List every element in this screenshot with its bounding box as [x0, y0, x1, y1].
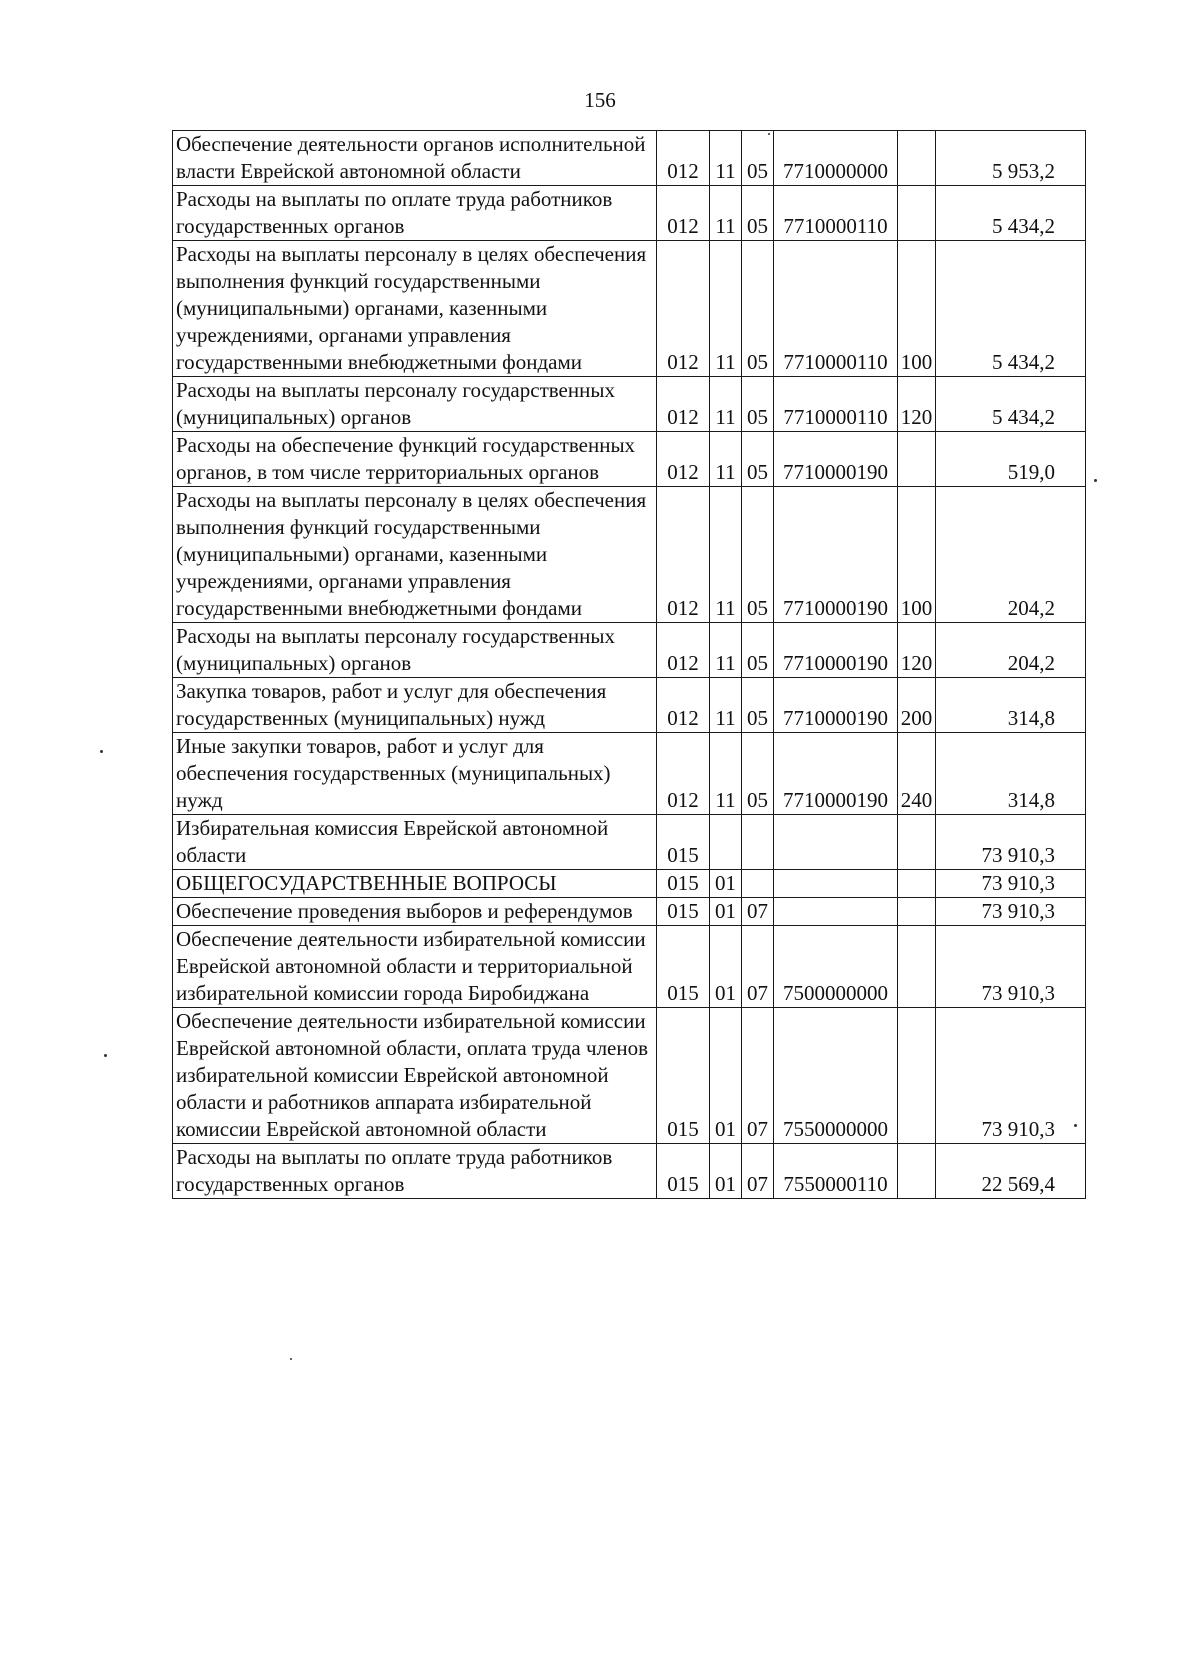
row-section-code: 11 — [710, 377, 742, 432]
row-subsection-code: 07 — [742, 926, 774, 1008]
row-section-code: 01 — [710, 1008, 742, 1144]
row-subsection-code — [742, 870, 774, 898]
row-sum: 73 910,3 — [936, 870, 1086, 898]
row-ved-code: 012 — [657, 377, 710, 432]
row-name: Обеспечение проведения выборов и референдумов — [173, 898, 657, 926]
scan-speck — [768, 133, 770, 135]
row-sum: 5 434,2 — [936, 377, 1086, 432]
row-target-article-code: 7500000000 — [774, 926, 898, 1008]
row-sum: 73 910,3 — [936, 1008, 1086, 1144]
row-subsection-code: 07 — [742, 1008, 774, 1144]
row-section-code: 11 — [710, 487, 742, 623]
row-section-code: 01 — [710, 1144, 742, 1199]
table-row — [173, 815, 1086, 870]
row-ved-code: 015 — [657, 1008, 710, 1144]
row-subsection-code: 05 — [742, 432, 774, 487]
scan-speck — [100, 750, 103, 753]
row-section-code: 01 — [710, 870, 742, 898]
row-ved-code: 012 — [657, 678, 710, 733]
row-sum: 314,8 — [936, 678, 1086, 733]
scan-speck — [1074, 1124, 1077, 1127]
row-sum: 314,8 — [936, 733, 1086, 815]
row-target-article-code: 7710000190 — [774, 623, 898, 678]
row-target-article-code — [774, 898, 898, 926]
row-expense-type-code — [898, 1144, 936, 1199]
table-row — [173, 898, 1086, 926]
row-name: Обеспечение деятельности избирательной комиссии Еврейской автономной области и территориальной избирательной комиссии города Биробиджана — [173, 926, 657, 1008]
row-section-code: 01 — [710, 926, 742, 1008]
row-name: Расходы на выплаты персоналу в целях обеспечения выполнения функций государственными (муниципальными) органами, казенными учреждениями, органами управления государственными внебюджетными фондами — [173, 487, 657, 623]
row-expense-type-code — [898, 1008, 936, 1144]
row-ved-code: 012 — [657, 186, 710, 241]
row-expense-type-code — [898, 926, 936, 1008]
row-section-code: 11 — [710, 131, 742, 186]
row-target-article-code: 7710000110 — [774, 377, 898, 432]
row-sum: 73 910,3 — [936, 898, 1086, 926]
row-subsection-code: 05 — [742, 733, 774, 815]
row-expense-type-code: 100 — [898, 487, 936, 623]
row-expense-type-code: 100 — [898, 241, 936, 377]
row-subsection-code: 05 — [742, 678, 774, 733]
row-ved-code: 015 — [657, 1144, 710, 1199]
row-sum: 73 910,3 — [936, 815, 1086, 870]
row-section-code: 11 — [710, 678, 742, 733]
row-target-article-code: 7710000190 — [774, 487, 898, 623]
table-row — [173, 1008, 1086, 1144]
row-name: ОБЩЕГОСУДАРСТВЕННЫЕ ВОПРОСЫ — [173, 870, 657, 898]
row-expense-type-code: 200 — [898, 678, 936, 733]
row-ved-code: 012 — [657, 623, 710, 678]
table-row — [173, 870, 1086, 898]
row-subsection-code — [742, 815, 774, 870]
row-section-code: 11 — [710, 623, 742, 678]
row-section-code: 11 — [710, 733, 742, 815]
budget-table — [172, 130, 1086, 1199]
row-sum: 5 953,2 — [936, 131, 1086, 186]
row-name: Расходы на выплаты персоналу в целях обеспечения выполнения функций государственными (муниципальными) органами, казенными учреждениями, органами управления государственными внебюджетными фондами — [173, 241, 657, 377]
row-target-article-code: 7710000190 — [774, 678, 898, 733]
row-ved-code: 015 — [657, 870, 710, 898]
table-row — [173, 377, 1086, 432]
row-section-code — [710, 815, 742, 870]
row-name: Расходы на выплаты персоналу государственных (муниципальных) органов — [173, 377, 657, 432]
row-section-code: 11 — [710, 186, 742, 241]
row-ved-code: 012 — [657, 131, 710, 186]
row-ved-code: 012 — [657, 487, 710, 623]
table-row — [173, 623, 1086, 678]
table-row — [173, 926, 1086, 1008]
row-subsection-code: 05 — [742, 131, 774, 186]
row-subsection-code: 05 — [742, 377, 774, 432]
row-name: Закупка товаров, работ и услуг для обеспечения государственных (муниципальных) нужд — [173, 678, 657, 733]
row-ved-code: 015 — [657, 898, 710, 926]
table-row — [173, 186, 1086, 241]
row-section-code: 01 — [710, 898, 742, 926]
row-expense-type-code: 120 — [898, 623, 936, 678]
row-target-article-code: 7710000190 — [774, 432, 898, 487]
row-expense-type-code — [898, 870, 936, 898]
row-name: Расходы на обеспечение функций государственных органов, в том числе территориальных органов — [173, 432, 657, 487]
row-name: Обеспечение деятельности органов исполнительной власти Еврейской автономной области — [173, 131, 657, 186]
row-sum: 5 434,2 — [936, 186, 1086, 241]
row-target-article-code — [774, 870, 898, 898]
table-row — [173, 678, 1086, 733]
table-row — [173, 487, 1086, 623]
row-sum: 204,2 — [936, 623, 1086, 678]
row-expense-type-code — [898, 186, 936, 241]
row-name: Избирательная комиссия Еврейской автономной области — [173, 815, 657, 870]
table-row — [173, 1144, 1086, 1199]
row-expense-type-code — [898, 815, 936, 870]
row-name: Обеспечение деятельности избирательной комиссии Еврейской автономной области, оплата труда членов избирательной комиссии Еврейской автономной области и работников аппарата избирательной комиссии Еврейской автономной области — [173, 1008, 657, 1144]
row-subsection-code: 07 — [742, 1144, 774, 1199]
row-expense-type-code: 240 — [898, 733, 936, 815]
row-name: Расходы на выплаты персоналу государственных (муниципальных) органов — [173, 623, 657, 678]
table-row — [173, 733, 1086, 815]
row-expense-type-code — [898, 131, 936, 186]
row-sum: 73 910,3 — [936, 926, 1086, 1008]
row-sum: 519,0 — [936, 432, 1086, 487]
row-target-article-code: 7710000190 — [774, 733, 898, 815]
row-ved-code: 012 — [657, 432, 710, 487]
row-target-article-code: 7710000110 — [774, 186, 898, 241]
row-ved-code: 012 — [657, 241, 710, 377]
row-target-article-code: 7550000000 — [774, 1008, 898, 1144]
row-subsection-code: 05 — [742, 186, 774, 241]
table-row — [173, 131, 1086, 186]
row-sum: 204,2 — [936, 487, 1086, 623]
table-row — [173, 432, 1086, 487]
row-expense-type-code — [898, 432, 936, 487]
row-target-article-code: 7710000000 — [774, 131, 898, 186]
row-section-code: 11 — [710, 241, 742, 377]
scan-speck — [290, 1358, 292, 1360]
row-sum: 22 569,4 — [936, 1144, 1086, 1199]
row-expense-type-code: 120 — [898, 377, 936, 432]
row-ved-code: 015 — [657, 815, 710, 870]
row-subsection-code: 05 — [742, 241, 774, 377]
row-expense-type-code — [898, 898, 936, 926]
row-name: Иные закупки товаров, работ и услуг для обеспечения государственных (муниципальных) нужд — [173, 733, 657, 815]
row-subsection-code: 05 — [742, 623, 774, 678]
row-target-article-code — [774, 815, 898, 870]
scan-speck — [1094, 479, 1097, 482]
table-body — [173, 131, 1086, 1199]
row-subsection-code: 05 — [742, 487, 774, 623]
row-name: Расходы на выплаты по оплате труда работников государственных органов — [173, 1144, 657, 1199]
row-ved-code: 012 — [657, 733, 710, 815]
table-row — [173, 241, 1086, 377]
row-target-article-code: 7550000110 — [774, 1144, 898, 1199]
row-subsection-code: 07 — [742, 898, 774, 926]
row-sum: 5 434,2 — [936, 241, 1086, 377]
row-name: Расходы на выплаты по оплате труда работников государственных органов — [173, 186, 657, 241]
scan-speck — [104, 1054, 107, 1057]
row-section-code: 11 — [710, 432, 742, 487]
row-ved-code: 015 — [657, 926, 710, 1008]
row-target-article-code: 7710000110 — [774, 241, 898, 377]
page-number: 156 — [584, 88, 616, 112]
